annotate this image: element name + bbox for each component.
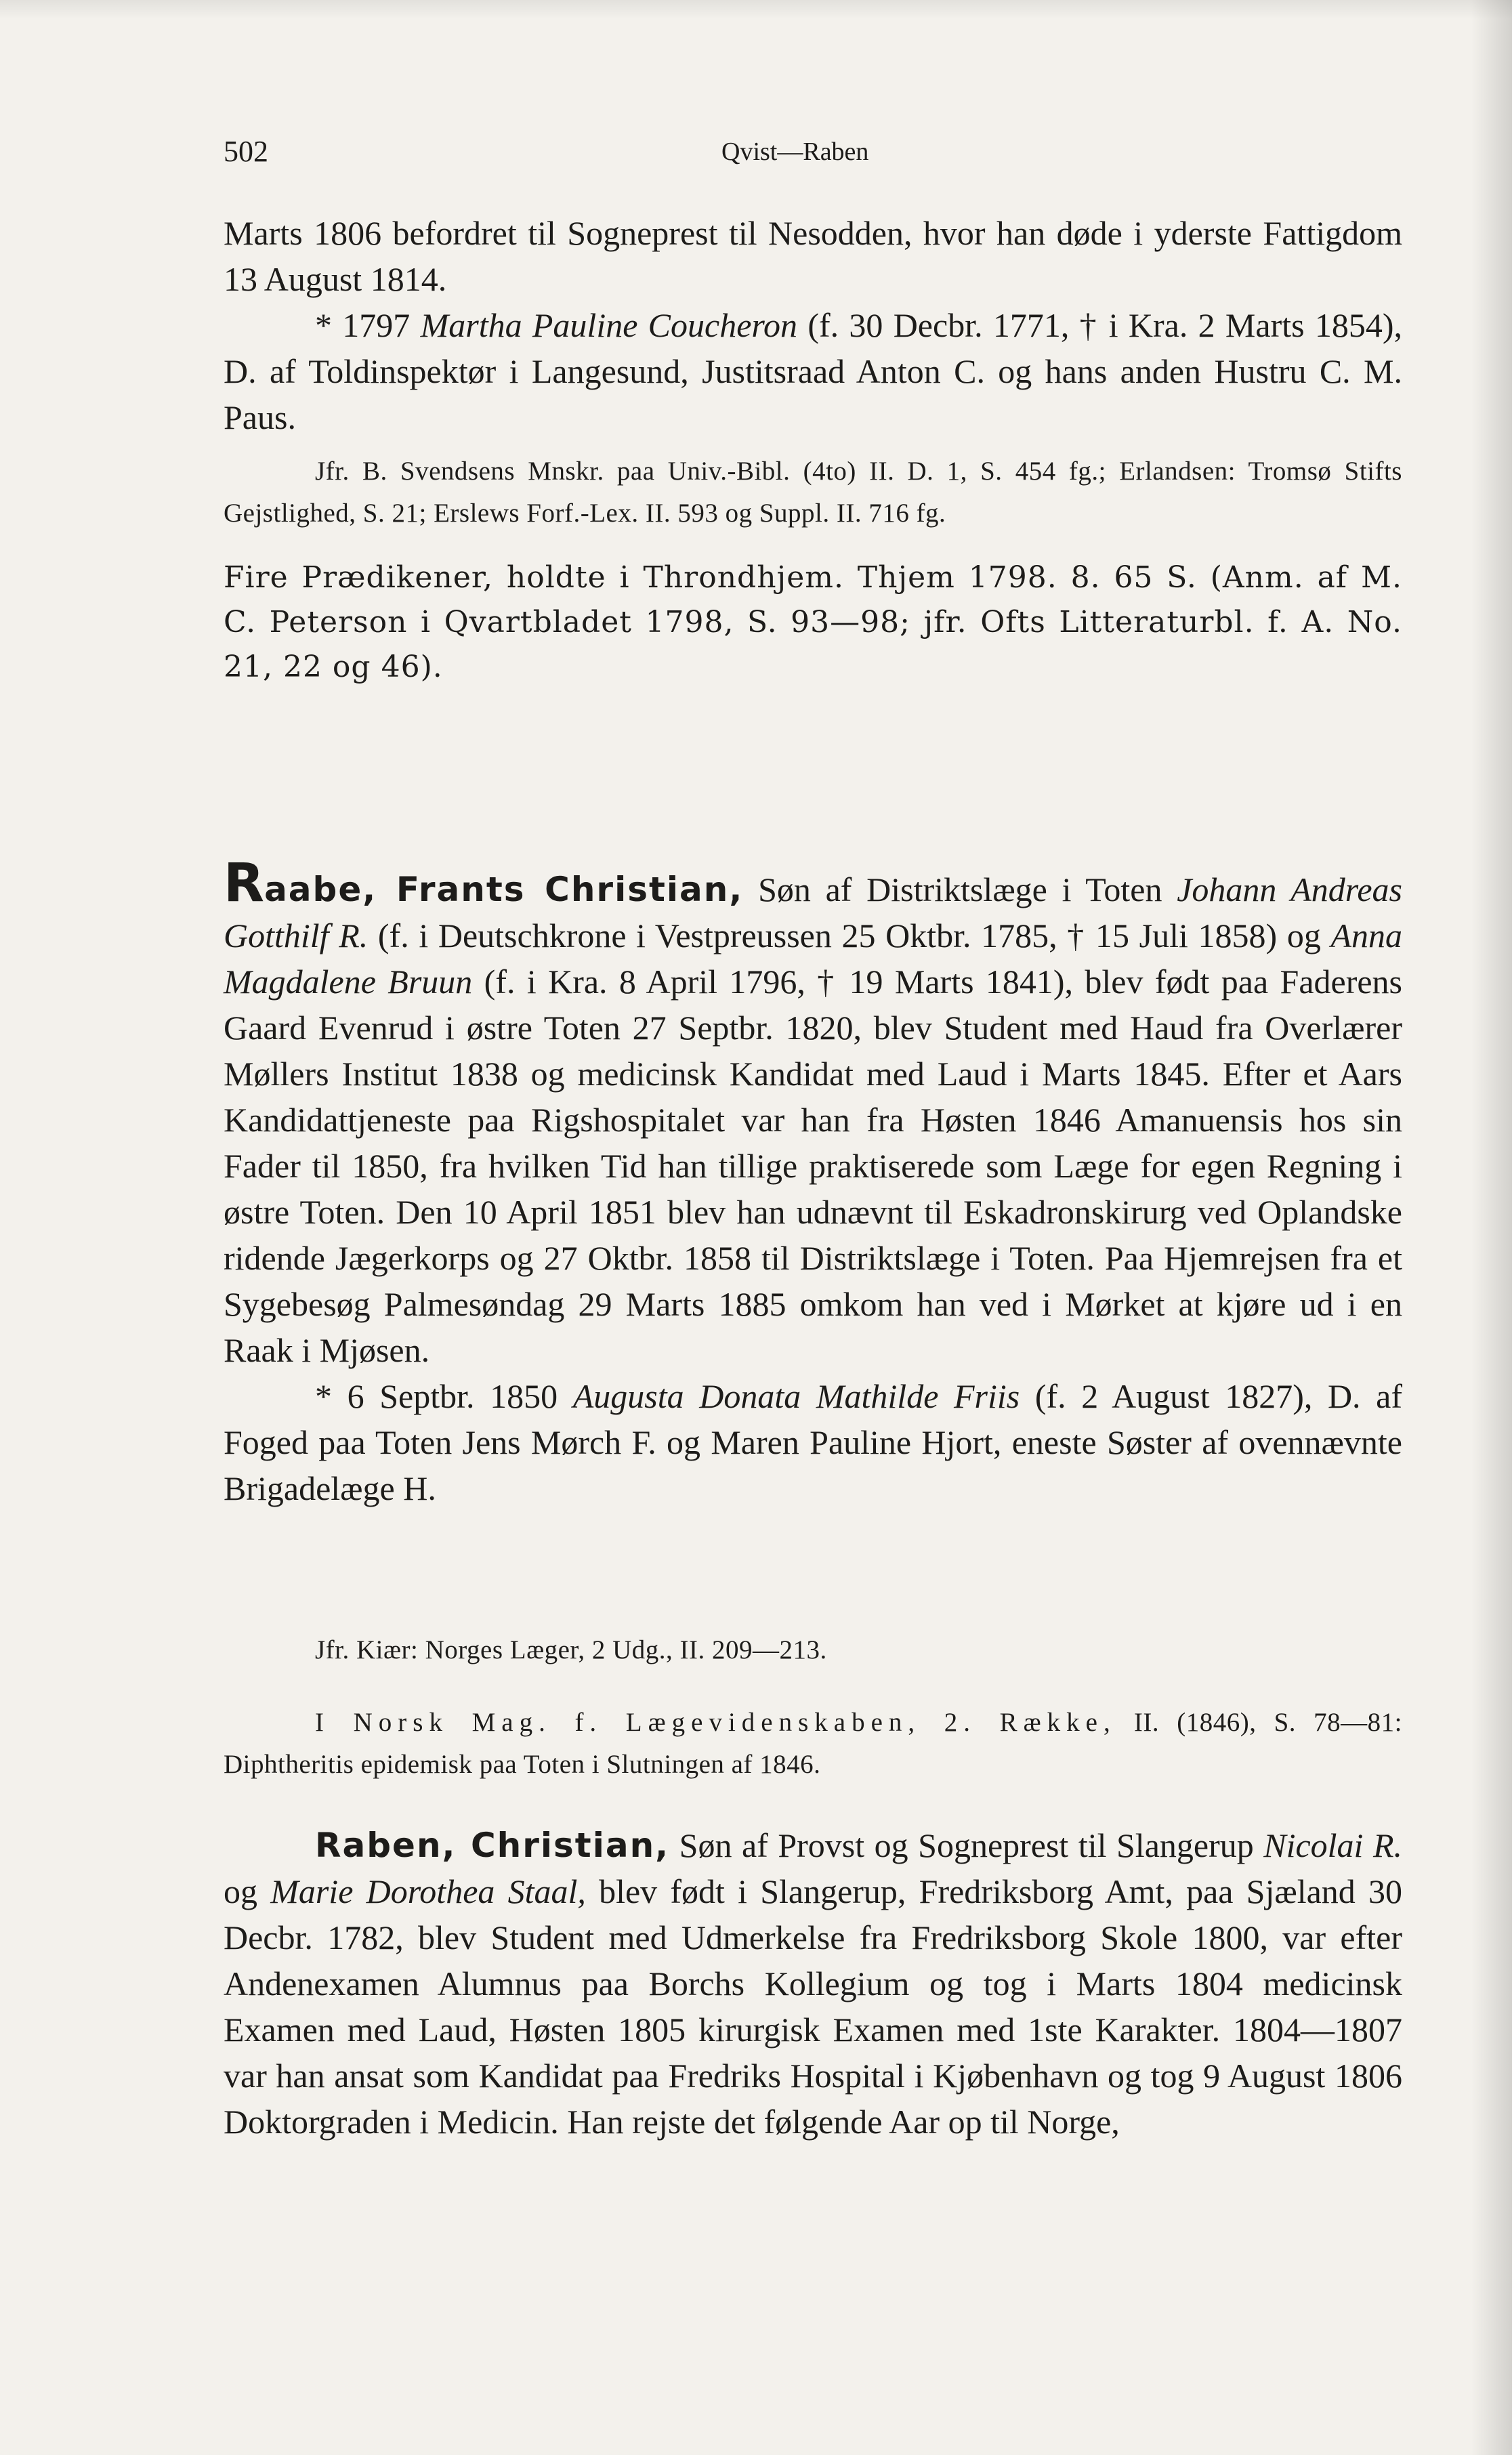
page-header: [224, 134, 1402, 182]
raabe-publication: [224, 1702, 1402, 1786]
entry-name: Raben, Christian,: [315, 1826, 670, 1865]
qvist-career-end: Marts 1806 befordret til Sogneprest til Nesodden, hvor han døde i yderste Fattigdom 13 August 1814.: [224, 214, 1402, 298]
bio-text-3: (f. i Kra. 8 April 1796, † 19 Marts 1841), blev født paa Faderens Gaard Evenrud i østre Toten 27 Septbr. 1820, blev Student med Haud fra Overlærer Møllers Institut 1838 og medicinsk Kandidat med Laud i Marts 1845. Efter et Aars Kandidattjeneste paa Rigshospitalet var han fra Høsten 1846 Amanuensis hos sin Fader til 1850, fra hvilken Tid han tillige praktiserede som Læge for egen Regning i østre Toten. Den 10 April 1851 blev han udnævnt til Eskadronskirurg ved Oplandske ridende Jægerkorps og 27 Oktbr. 1858 til Distriktslæge i Toten. Paa Hjemrejsen fra et Sygebesøg Palmesøndag 29 Marts 1885 omkom han ved i Mørket at kjøre ud i en Raak i Mjøsen.: [224, 963, 1403, 1369]
marriage-details: (f. 2 August 1827), D. af Foged paa Toten Jens Mørch F. og Maren Pauline Hjort, eneste Søster af ovennævnte Brigadelæge H.: [224, 1377, 1403, 1507]
raabe-entry: [224, 853, 1403, 1511]
qvist-work: Fire Prædikener, holdte i Throndhjem. Thjem 1798. 8. 65 S. (Anm. af M. C. Peterson i Qvartbladet 1798, S. 93—98; jfr. Ofts Litteraturbl. f. A. No. 21, 22 og 46).: [224, 560, 1402, 684]
father-name: Johann Andreas Gotthilf R.: [224, 870, 1403, 954]
page-top-shadow: [0, 0, 1512, 19]
raabe-biography: [224, 853, 1403, 1373]
entry-name: aabe, Frants Christian,: [264, 870, 744, 909]
publication-journal: I Norsk Mag. f. Lægevidenskaben, 2. Række,: [315, 1708, 1116, 1737]
running-head: Qvist—Raben: [721, 138, 869, 166]
bio-text-3: blev født i Slangerup, Fredriksborg Amt, paa Sjæland 30 Decbr. 1782, blev Student med Udmerkelse fra Fredriksborg Skole 1800, var efter Andenexamen Alumnus paa Borchs Kollegium og tog i Marts 1804 medicinsk Examen med Laud, Høsten 1805 kirurgisk Examen med 1ste Karakter. 1804—1807 var han ansat som Kandidat paa Fredriks Hospital i Kjøbenhavn og tog 9 August 1806 Doktorgraden i Medicin. Han rejste det følgende Aar op til Norge,: [224, 1872, 1402, 2141]
marriage-details: (f. 30 Decbr. 1771, † i Kra. 2 Marts 1854), D. af Toldinspektør i Langesund, Justitsraad Anton C. og hans anden Hustru C. M. Paus.: [224, 306, 1403, 436]
bio-text-1: Søn af Provst og Sogneprest til Slangerup: [679, 1826, 1254, 1864]
raabe-reference: Jfr. Kiær: Norges Læger, 2 Udg., II. 209—213.: [315, 1635, 827, 1664]
wife-name: Martha Pauline Coucheron: [420, 306, 798, 344]
marriage-prefix: * 6 Septbr. 1850: [315, 1377, 558, 1415]
qvist-marriage: [224, 302, 1402, 440]
wife-name: Augusta Donata Mathilde Friis: [572, 1377, 1020, 1415]
marriage-prefix: * 1797: [315, 306, 411, 344]
page-number: 502: [224, 135, 268, 168]
qvist-reference: Jfr. B. Svendsens Mnskr. paa Univ.-Bibl. (4to) II. D. 1, S. 454 fg.; Erlandsen: Tromsø Stifts Gejstlighed, S. 21; Erslews Forf.-Lex. II. 593 og Suppl. II. 716 fg.: [224, 457, 1402, 528]
raben-entry: [224, 1822, 1402, 2145]
bio-text-2: (f. i Deutschkrone i Vestpreussen 25 Oktbr. 1785, † 15 Juli 1858) og: [377, 917, 1321, 954]
mother-name: Marie Dorothea Staal,: [270, 1872, 586, 1910]
bio-text-1: Søn af Distriktslæge i Toten: [758, 870, 1162, 908]
page-edge-shadow: [1471, 0, 1512, 2455]
mother-name: Anna Magdalene Bruun: [224, 917, 1403, 1001]
publication-details: II. (1846), S. 78—81: Diphtheritis epidemisk paa Toten i Slutningen af 1846.: [224, 1708, 1403, 1780]
drop-cap: R: [224, 853, 265, 914]
raabe-marriage: [224, 1373, 1402, 1511]
qvist-entry-continuation: [224, 210, 1402, 440]
father-name: Nicolai R.: [1263, 1826, 1402, 1864]
bio-text-2: og: [224, 1872, 257, 1910]
